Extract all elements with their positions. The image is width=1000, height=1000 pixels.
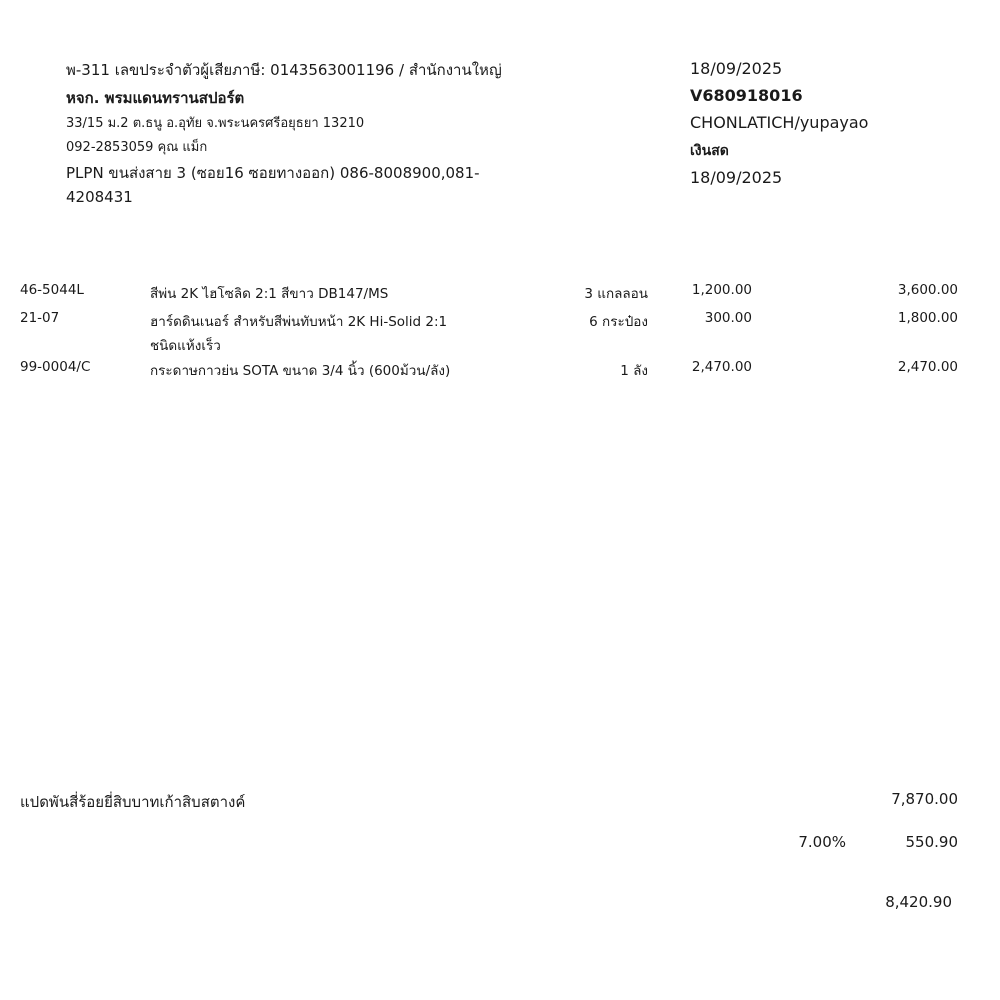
item-code: 46-5044L bbox=[20, 282, 84, 298]
item-price: 1,200.00 bbox=[691, 282, 752, 298]
item-quantity: 1 ลัง bbox=[620, 363, 648, 379]
delivery-info-line2: 4208431 bbox=[66, 188, 133, 206]
item-description-cont: ชนิดแห้งเร็ว bbox=[150, 338, 221, 354]
item-price: 2,470.00 bbox=[691, 359, 752, 375]
item-description: ฮาร์ดดินเนอร์ สำหรับสีพ่นทับหน้า 2K Hi-Solid 2:1 bbox=[150, 314, 448, 330]
item-amount: 2,470.00 bbox=[897, 359, 958, 375]
item-quantity: 6 กระป๋อง bbox=[589, 314, 648, 330]
item-code: 99-0004/C bbox=[20, 359, 91, 375]
item-description: สีพ่น 2K ไฮโซลิด 2:1 สีขาว DB147/MS bbox=[150, 286, 389, 302]
doc-date: 18/09/2025 bbox=[690, 59, 783, 78]
grand-total: 8,420.90 bbox=[885, 893, 952, 911]
item-code: 21-07 bbox=[20, 310, 60, 326]
customer-phone: 092-2853059 คุณ แม็ก bbox=[66, 140, 208, 155]
amount-in-words: แปดพันสี่ร้อยยี่สิบบาทเก้าสิบสตางค์ bbox=[20, 793, 246, 811]
doc-number: V680918016 bbox=[690, 86, 803, 105]
item-price: 300.00 bbox=[704, 310, 752, 326]
staff-name: CHONLATICH/yupayao bbox=[690, 113, 869, 132]
due-date: 18/09/2025 bbox=[690, 168, 783, 187]
customer-address: 33/15 ม.2 ต.ธนู อ.อุทัย จ.พระนครศรีอยุธยา 13210 bbox=[66, 116, 365, 131]
item-description: กระดาษกาวย่น SOTA ขนาด 3/4 นิ้ว (600ม้วน/ลัง) bbox=[150, 363, 451, 379]
seller-info: พ-311 เลขประจำตัวผู้เสียภาษี: 0143563001196 / สำนักงานใหญ่ bbox=[66, 61, 502, 79]
delivery-info-line1: PLPN ขนส่งสาย 3 (ซอย16 ซอยทางออก) 086-8008900,081- bbox=[66, 164, 480, 182]
item-amount: 3,600.00 bbox=[897, 282, 958, 298]
item-quantity: 3 แกลลอน bbox=[584, 286, 648, 302]
item-amount: 1,800.00 bbox=[897, 310, 958, 326]
customer-name: หจก. พรมแดนทรานสปอร์ต bbox=[66, 89, 245, 107]
subtotal: 7,870.00 bbox=[891, 790, 958, 808]
vat-amount: 550.90 bbox=[905, 833, 958, 851]
payment-method: เงินสด bbox=[690, 143, 729, 159]
vat-rate: 7.00% bbox=[798, 833, 846, 851]
